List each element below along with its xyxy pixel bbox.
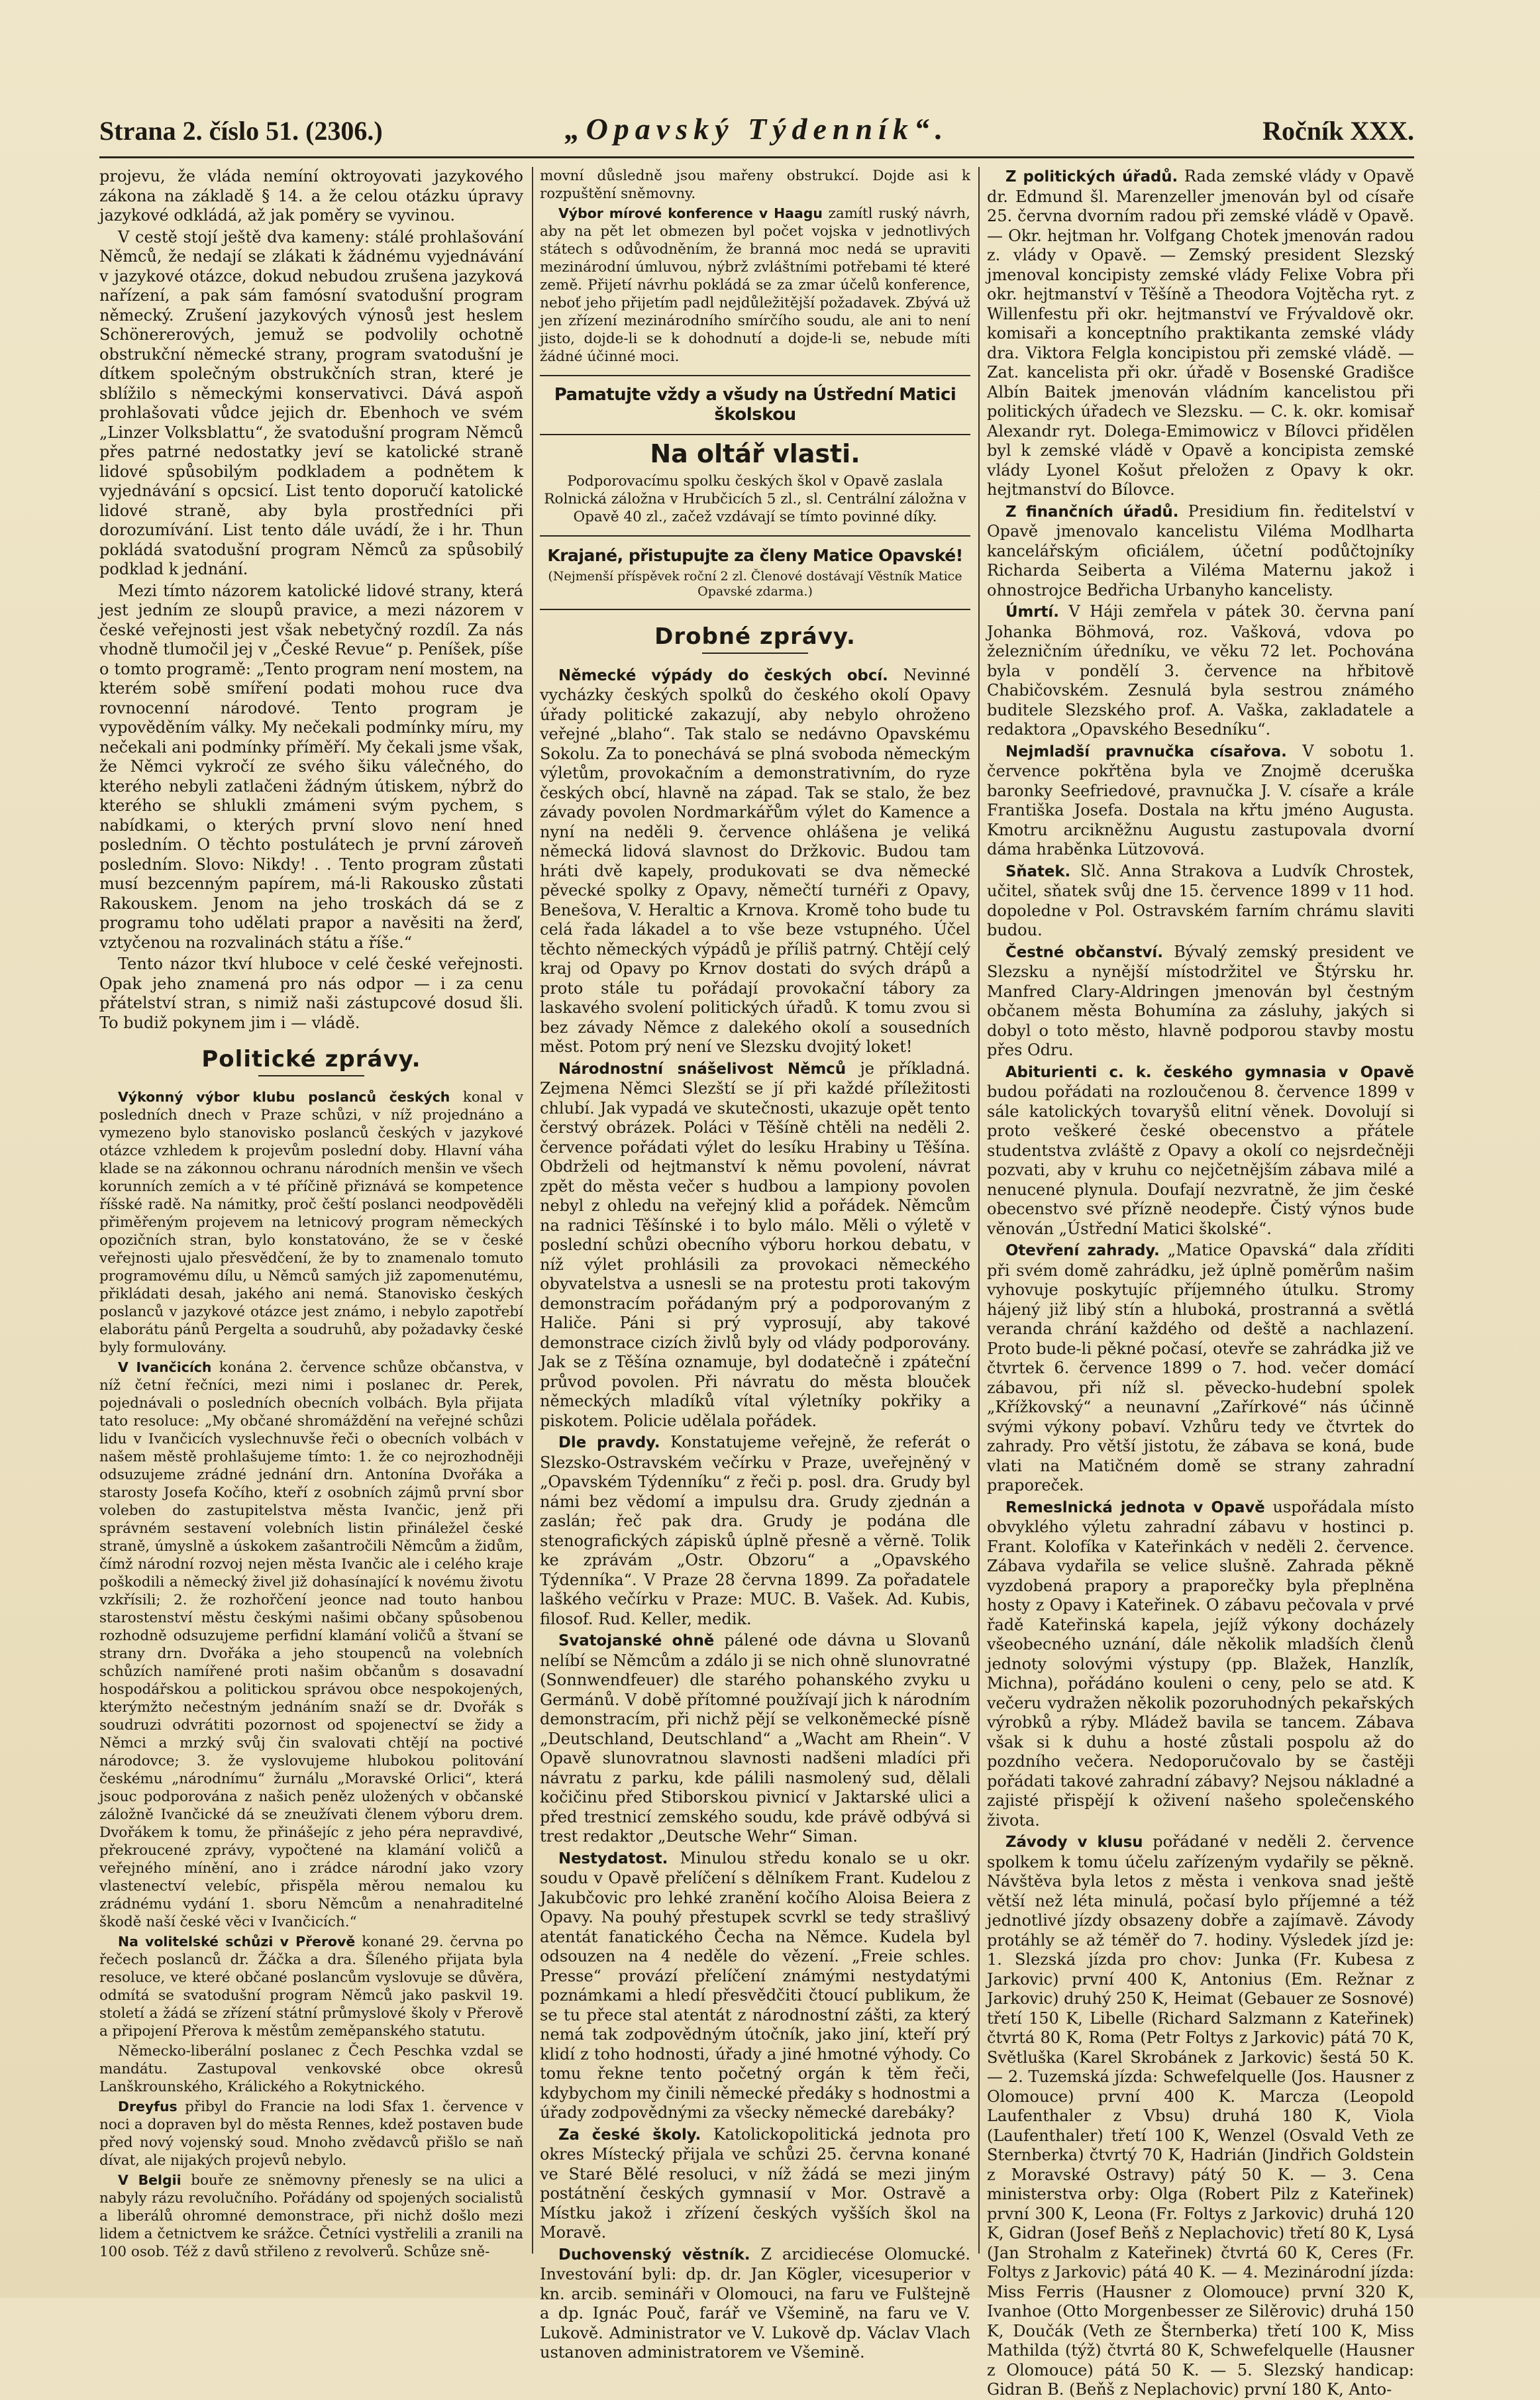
news-item: Výkonný výbor klubu poslanců českých konal v posledních dnech v Praze schůzi, v níž projednáno a vymezeno bylo stanovisko poslanců českých v jazykové otázce vzhledem k projevům poslední doby. Hlavní váha klade se na zákonnou ochranu národních menšin ve všech korunních zemích a v té příčině přiznává se kompetence říšské radě. Na námitky, proč čeští poslanci neodpověděli přiměřeným projevem na letnicový program německých opozičních stran, bylo konstatováno, že se v české veřejnosti ujalo přesvědčení, že by to znamenalo tomuto programovému dílu, u Němců samých již zapomenutému, přikládati desah, jakého ani nemá. Stanovisko českých poslanců v jazykové otázce jest známo, i nebylo zapotřebí elaborátu pánů Pergelta a soudruhů, aby požadavky české byly formulovány. xyxy=(99,1088,523,1356)
paragraph: Mezi tímto názorem katolické lidové strany, která jest jedním ze sloupů pravice, a mezi názorem v české veřejnosti jest však nebetyčný rozdíl. Za nás vhodně tlumočil jej v „České Revue“ p. Peníšek, píše o tomto programě: „Tento program není mostem, na kterém sobě smíření podati mohou ruce dva rovnocenní národové. Tento program je vypověděním války. My nečekali podmínky míru, my nečekali ani podmínky příměří. My čekali jsme však, že Němci vykročí ze svého šiku válečného, do kterého nebyli zatlačeni žádným útiskem, nýbrž do kterého se shlukli zmámeni svým pychem, s nabídkami, o kterých první slovo není hned posledním. O těchto postulátech je první zároveň posledním. Slovo: Nikdy! . . Tento program zůstati musí bezcenným papírem, má-li Rakousko zůstati Rakouskem. Jenom na jeho troskách dá se z programu toho udělati prapor a navěsiti na žerď, vztyčenou na rozvalinách státu a říše.“ xyxy=(99,581,523,952)
news-item: Sňatek. Slč. Anna Strakova a Ludvík Chrostek, učitel, sňatek svůj dne 15. července 1899 v 11 hod. dopoledne v Pol. Ostravském farním chrámu slaviti budou. xyxy=(987,861,1414,939)
paragraph: V cestě stojí ještě dva kameny: stálé prohlašování Němců, že nedají se zlákati k žádnému vyjednávání v jazykové otázce, dokud nebudou zrušena jazyková nařízení, a pak sám famósní svatodušní program německý. Zrušení jazykových výnosů jest heslem Schönererových, jemuž se podvolily ochotně obstrukční německé strany, program svatodušní je dítkem společným obstrukčních stran, které je sblížilo s německými konservativci. Dává aspoň prohlašovati vůdce jejich dr. Ebenhoch ve svém „Linzer Volksblattu“, že svatodušní program Němců přes patrné nedostatky jeví se katolické straně lidové spůsobilým podkladem a podnětem k vyjednávání s opcsicí. List tento doporučí katolické lidové straně, aby byla prostředníci při dorozumívání. List tento dále uvádí, že i hr. Thun pokládá svatodušní program Němců za spůsobilý podklad k jednání. xyxy=(99,227,523,578)
news-item: Na volitelské schůzi v Přerově konané 29. června po řečech poslanců dr. Žáčka a dra. Šíleného přijata byla resoluce, ve které občané poslancům vyslovuje se důvěra, odmítá se svatodušní program Němců jako paskvil 19. století a žádá se zřízení státní průmyslové školy v Přerově a připojení Přerova k městům zeměpanského statutu. xyxy=(99,1933,524,2040)
news-item: Remeslnická jednota v Opavě uspořádala místo obvyklého výletu zahradní zábavu v hostinci p. Frant. Kolofíka v Kateřinkách v neděli 2. července. Zábava vydařila se velice slušně. Zahrada pěkně vyzdobená prapory a praporečky byla přeplněna hosty z Opavy i Kateřinek. O zábavu pečovala v prvé řadě Kateřinská kapela, jejíž výkony docházely všeobecného uznání, dále několik mladších členů jednoty solovými výstupy (pp. Blažek, Hanzlík, Michna), pořádáno kouleni o ceny, pelo se atd. K večeru vydražen několik pozoruhodných pekařských výrobků a rýby. Mládež bavila se tancem. Zábava však si k duhu a hosté zůstali pospolu až do pozdního večera. Nedoporučovalo by se častěji pořádati takové zahradní zábavy? Nejsou nákladné a zajisté přispějí k oživení našeho společenského života. xyxy=(987,1497,1414,1830)
news-item: Nejmladší pravnučka císařova. V sobotu 1. července pokřtěna byla ve Znojmě dceruška baronky Seefriedové, pravnučka J. V. císaře a krále Františka Josefa. Dostala na křtu jméno Augusta. Kmotru arcikněžnu Augustu zastupovala dvorní dáma hraběnka Lützovová. xyxy=(987,741,1415,859)
news-item: Duchovenský věstník. Z arcidiecése Olomucké. Investování byli: dp. dr. Jan Kögler, vicesuperior v kn. arcib. semináři v Olomouci, na faru ve Fulštejně a dp. Ignác Pouč, farář ve Všemině, na faru ve V. Lukově. Administrator ve V. Lukově dp. Václav Vlach ustanoven administratorem ve Všemině. xyxy=(540,2244,970,2362)
section-heading: Drobné zprávy. xyxy=(540,627,970,654)
section-heading: Politické zprávy. xyxy=(99,1050,523,1076)
news-item: V Belgii bouře ze sněmovny přenesly se na ulici a nabyly rázu revolučního. Pořádány od spojených socialistů a liberálů ohromné demonstrace, při nichž došlo mezi lidem a četnictvem ke srážce. Četníci vystřelili a zranili na 100 osob. Též z davů střileno z revolverů. Schůze sně- xyxy=(99,2171,523,2260)
column-divider xyxy=(978,167,980,2254)
column-1 xyxy=(99,167,523,2260)
news-item: V Ivančicích konána 2. července schůze občanstva, v níž četní řečníci, mezi nimi i poslanec dr. Perek, pojednávali o posledních obecních volbách. Byla přijata tato resoluce: „My občané shromáždění na veřejné schůzi lidu v Ivančicích vyslechnuvše řeči o obecních volbách v našem městě prohlašujeme tímto: 1. že co nejrozhodněji odsuzujeme zrádné jednání drn. Antonína Dvořáka a starosty Josefa Kočího, kteří z osobních zájmů první sbor voleben do zastupitelstva města Ivančic, jenž při správném sestavení volebních listin přináležel české straně, úmyslně a úskokem zašantročili Němcům a židům, čímž národní rozvoj nejen města Ivančic ale i celého kraje poškodili a německý živel již dohasínající k novému životu vzkřísili; 2. že rozhořčení jeonce nad touto hanbou starostenství městu českými našimi občany spůsobenou rozhodně odsuzujeme perfidní klamání voličů a štvaní se strany drn. Dvořáka a jeho stoupenců na volebních schůzích namířené proti našim občanům s dosavadní hospodářskou a politickou správou obce nespokojených, kterýmžto nečestným jednáním snaží se dr. Dvořák s soudruzi odvrátiti pozornost od spojenectví se židy a Němci a mrzký svůj čin svalovati chtějí na poctivé národovce; 3. že vyslovujeme hlubokou politování českému „národnímu“ žurnálu „Moravské Orlici“, která jsouc podporována z našich peněz uložených v občanské záložně Ivančické dá se zneužívati členem výboru drem. Dvořákem k tomu, že přinášejíc z jeho péra nepravdivé, překroucené zprávy, vypočtené na klamání voličů a veřejného mínění, ano i zrádce národní jako vzory vlastenectví velebíc, přispěla měrou nemalou ku zrádnému vydání 1. sboru Němcům a nenahraditelné škodě naší české věci v Ivančicích.“ xyxy=(99,1359,523,1930)
page-number: Strana 2. číslo 51. (2306.) xyxy=(99,116,383,146)
news-item: Za české školy. Katolickopolitická jednota pro okres Místecký přijala ve schůzi 25. června konané ve Staré Bělé resoluci, v níž žádá se mezi jiným postátnění českých gymnasií v Mor. Ostravě a Místku jakož i zřízení českých vyšších škol na Moravě. xyxy=(540,2124,970,2242)
news-item: Úmrtí. V Háji zemřela v pátek 30. června paní Johanka Böhmová, roz. Vašková, vdova po železničním úředníku, ve věku 72 let. Pochována byla v pondělí 3. července na hřbitově Chabičovském. Zesnulá byla sestrou známého buditele Slezského prof. A. Vaška, zakladatele a redaktora „Opavského Besedníku“. xyxy=(987,602,1414,739)
rule xyxy=(540,609,970,610)
news-item: Národnostní snášelivost Němců je příkladná. Zejmena Němci Slezští se jí při každé příležitosti chlubí. Jak vypadá ve skutečnosti, ukazuje opět tento čerstvý obrázek. Poláci v Těšíně chtěli na neděli 2. července pořádati výlet do lesíku Hrabiny u Těšína. Obdrželi od hejtmanství k němu povolení, návrat zpět do města večer s hudbou a lampiony povolen nebyl z ohledu na veřejný klid a pořádek. Němcům na radnici Těšínské i to bylo málo. Měli o výletě v poslední schůzi obecního výboru horkou debatu, v níž výlet prohlásili za provokaci německého obyvatelstva a usnesli se na protestu proti takovým demonstracím pořádaným prý a podporovaným z Haliče. Páni si prý vyprosují, aby takové demonstrace cizích živlů byly od vlády podporovány. Jak se z Těšína oznamuje, byl dodatečně i zpáteční průvod povolen. Při návratu do města blouček německých mladíků vítal výletníky pokřiky a piskotem. Policie udělala pořádek. xyxy=(540,1059,970,1430)
news-item: Čestné občanství. Bývalý zemský president ve Slezsku a nynější místodržitel ve Štýrsku hr. Manfred Clary-Aldringen jmenován byl čestným občanem města Bohumína za zásluhy, jakých si dobyl o toto město, hlavně podporou stavby mostu přes Odru. xyxy=(987,942,1414,1059)
donations-text: Podporovacímu spolku českých škol v Opavě zaslala Rolnická záložna v Hrubčicích 5 zl., sl. Centrální záložna v Opavě 40 zl., začež vzdávají se tímto povinné díky. xyxy=(544,472,966,525)
membership-banner: Krajané, přistupujte za členy Matice Opavské! xyxy=(547,545,963,565)
column-divider xyxy=(532,167,533,2254)
column-2 xyxy=(540,167,970,2362)
news-item: Svatojanské ohně pálené ode dávna u Slovanů nelíbí se Němcům a zdálo ji se nich ohně slunovratné (Sonnwendfeuer) dle starého pohanského zvyku u Germánů. V době přítomné používají jich k národním demonstracím, při nichž pějí se velkoněmecké písně „Deutschland, Deutschland“ a „Wacht am Rhein“. V Opavě slunovratnou slavnosti nadšeni mladíci při návratu z parku, kde pálili nasmolený sud, dělali kočičinu před Stiborskou pivnicí v Jaktarské ulici a před trestnicí zemského soudu, kde právě odbývá si trest redaktor „Deutsche Wehr“ Siman. xyxy=(540,1631,970,1846)
column-3 xyxy=(987,167,1415,2399)
news-item: Německé výpády do českých obcí. Nevinné vycházky českých spolků do českého okolí Opavy úřady politické zakazují, aby nebylo ohroženo veřejné „blaho“. Tak stalo se nedávno Opavskému Sokolu. Za to ponechává se plná svoboda německým výletům, provokačním a demonstrativním, do ryze českých obcí, hlavně na západ. Tak se stalo, že bez závady povolen Nordmarkářům výlet do Kamence a nyní na neděli 9. července ohlášena je veliká německá lidová slavnost do Držkovic. Budou tam hráti dvě kapely, produkovati se dva německé pěvecké spolky z Opavy, němečtí turnéři z Opavy, Benešova, V. Heraltic a Krnova. Kromě toho bude tu celá řada lákadel a to vše beze vstupného. Účel těchto německých výpádů je příliš patrný. Chtějí celý kraj od Opavy po Krnov dostati do svých drápů a proto stále tu pořádají provokační tábory za laskavého svolení politických úřadů. K tomu zvou si bez závady Němce z dalekého okolí a sousedních měst. Potom prý není ve Slezsku dvojitý loket! xyxy=(540,665,970,1056)
masthead-title: „Opavský Týdenník“. xyxy=(564,112,949,146)
header-rule xyxy=(99,156,1414,158)
paragraph: Tento názor tkví hluboce v celé české veřejnosti. Opak jeho znamená pro nás odpor — i za cenu přátelství stran, s nimiž naši zástupcové dosud šli. To budiž pokynem jim i — vládě. xyxy=(99,955,523,1032)
news-item: Dreyfus přibyl do Francie na lodi Sfax 1. července v noci a dopraven byl do města Rennes, kdež postaven bude před nový vojenský soud. Mnoho zvědavců přišlo se naň dívat, ale nijakých projevů nebylo. xyxy=(99,2098,523,2169)
rule xyxy=(540,535,970,537)
page-header xyxy=(99,111,1414,151)
matice-banner: Pamatujte vždy a všudy na Ústřední Matici školskou xyxy=(554,385,956,425)
news-item: Z politických úřadů. Rada zemské vlády v Opavě dr. Edmund šl. Marenzeller jmenován byl od císaře 25. června dvorním radou při zemské vládě v Opavě. — Okr. hejtman hr. Volfgang Chotek jmenován radou z. vlády v Opavě. — Zemský president Slezský jmenoval koncipisty zemské vlády Felixe Vobra při okr. hejtmanství v Těšíně a Theodora Vojtěcha ryt. z Willenfestu při okr. hejtmanství ve Frývaldově okr. komisaři a konceptního praktikanta zemské vlády dra. Viktora Felgla koncipistou při zemské vládě. — Zat. kancelista při okr. úřadě v Bosenské Gradišce Albín Baitek jmenován vládním kancelistou při politických úřadech ve Slezsku. — C. k. okr. komisař Alexandr ryt. Dolega-Emimowicz v Bílovci přidělen byl k zemské vládě v Opavě a koncipista zemské vlády Lyonel Košut přeložen z Opavy k okr. hejtmanství do Bílovce. xyxy=(987,167,1414,499)
news-item: Abiturienti c. k. českého gymnasia v Opavě budou pořádati na rozloučenou 8. července 1899 v sále katolických tovaryšů elitní věnek. Dovolují si proto veškeré české obecenstvo a přátele studentstva zvláště z Opavy a okolí co nejsrdečněji pozvati, aby v kruhu co nejčetnějším zábava milé a nenucené plynula. Doufají nezvratně, že jim české obecenstvo své přízně neodepře. Čistý výnos bude věnován „Ústřední Matici školské“. xyxy=(987,1063,1414,1238)
membership-note: (Nejmenší příspěvek roční 2 zl. Členové dostávají Věstník Matice Opavské zdarma.) xyxy=(548,569,962,599)
rule xyxy=(540,375,970,376)
news-item: Dle pravdy. Konstatujeme veřejně, že referát o Slezsko-Ostravském večírku v Praze, uveřejněný v „Opavském Týdenníku“ z řeči p. posl. dra. Grudy byl námi bez vědomí a impulsu dra. Grudy zjednán a zaslán; řeč pak dra. Grudy je podána dle stenografických zápisků úplně přesně a věrně. Tolik ke zprávám „Ostr. Obzoru“ a „Opavského Týdenníka“. V Praze 28 června 1899. Za pořadatele laškého večírku v Praze: MUC. B. Vašek. Ad. Kubis, filosof. Rud. Keller, medik. xyxy=(540,1433,970,1628)
news-item: Výbor mírové konference v Haagu zamítl ruský návrh, aby na pět let obmezen byl počet vojska v jednotlivých státech s odůvodněním, že branná moc nedá se upraviti mezinárodní úmluvou, nýbrž zvláštními potřebami té které země. Přijetí návrhu pokládá se za zmar účelů konference, neboť jeho přijetím padl nejdůležitější požadavek. Zbývá už jen zřízení mezinárodního smírčího soudu, ale ani to není jisto, dojde-li se k dohodnutí a dojde-li se, nebude míti žádné účinné moci. xyxy=(540,205,970,365)
news-item: Německo-liberální poslanec z Čech Peschka vzdal se mandátu. Zastupoval venkovské obce okresů Lanškrounského, Králického a Rokytnického. xyxy=(99,2042,523,2095)
news-item: Z finančních úřadů. Presidium fin. ředitelství v Opavě jmenovalo kancelistu Viléma Modlharta kancelářským oficiálem, účetní podůčtojníky Richarda Seiberta a Viléma Maternu jakož i ohnostrojce Bedřicha Urbanyho kancelisty. xyxy=(987,501,1415,600)
news-item: Závody v klusu pořádané v neděli 2. července spolkem k tomu účelu zařízeným vydařily se pěkně. Návštěva byla letos z města i venkova snad ještě větší než léta minulá, počasí bylo příjemné a též jednotlivé jízdy obsazeny dobře a zajímavě. Závody protáhly se až téměř do 7. hodiny. Výsledek jízd je: 1. Slezská jízda pro chov: Junka (Fr. Kubesa z Jarkovic) první 400 K, Antonius (Em. Režnar z Jarkovic) druhý 250 K, Heimat (Gebauer ze Sosnové) třetí 150 K, Libelle (Richard Salzmann z Kateřinek) čtvrtá 80 K, Roma (Petr Foltys z Jarkovic) pátá 70 K, Světluška (Karel Skrobánek z Jarkovic) šestá 50 K. — 2. Tuzemská jízda: Schwefelquelle (Jos. Hausner z Olomouce) první 400 K. Marcza (Leopold Laufenthaler z Vbsu) druhá 180 K, Viola (Laufenthaler) třetí 100 K, Wenzel (Osvald Veth ze Sternberka) čtvrtý 70 K, Hadrián (Jindřich Goldstein z Moravské Ostravy) pátý 50 K. — 3. Cena ministerstva orby: Olga (Robert Pilz z Kateřinek) první 300 K, Leona (Fr. Foltys z Jarkovic) druhá 120 K, Gidran (Josef Beňš z Neplachovic) třetí 80 K, Lysá (Jan Strohalm z Kateřinek) čtvrtá 60 K, Ceres (Fr. Foltys z Jarkovic) pátá 40 K. — 4. Mezinárodní jízda: Miss Ferris (Hausner z Olomouce) první 320 K, Ivanhoe (Otto Morgenbesser ze Silěrovic) druhá 150 K, Doučák (Veth ze Šternberka) třetí 100 K, Miss Mathilda (týž) čtvrtá 80 K, Schwefelquelle (Hausner z Olomouce) pátá 50 K. — 5. Slezský handicap: Gidran B. (Beňš z Neplachovic) první 180 K, Anto- xyxy=(987,1832,1414,2399)
news-item: Nestydatost. Minulou středu konalo se u okr. soudu v Opavě přelíčení s dělníkem Frant. Kudelou z Jakubčovic pro lehké zranění kočího Aloisa Beiera z Opavy. Na pouhý přestupek scvrkl se tedy strašlivý atentát fanatického Čecha na Němce. Kudela byl odsouzen na 4 neděle do vězení. „Freie schles. Presse“ provází přelíčení známými nestydatými poznámkami a hledí přesvědčiti čtoucí publikum, že se tu přece stal atentát z národnostní zášti, za který nemá tak zodpovědným útočník, jako jiní, kteří prý klidí z toho hodnosti, úřady a jiné hmotné výhody. Co tomu řekne tento početný orgán k těm řeči, kdybychom my činili německé předáky s hodnostmi a úřady zodpovědnými za všecky německé darebáky? xyxy=(540,1848,970,2122)
paragraph: movní důsledně jsou mařeny obstrukcí. Dojde asi k rozpuštění sněmovny. xyxy=(540,168,970,202)
donations-heading: Na oltář vlasti. xyxy=(650,439,860,468)
volume-number: Ročník XXX. xyxy=(1262,116,1414,146)
rule xyxy=(540,434,970,435)
news-item: Otevření zahrady. „Matice Opavská“ dala zříditi při svém domě zahrádku, jež úplně poměrům našim vyhovuje poskytujíc příjemného útulku. Stromy hájený již libý stín a hluboká, prostranná a světlá veranda chrání každého od deště a nachlazení. Proto bude-li pěkné počasí, otevře se zahrádka již ve čtvrtek 6. července 1899 o 7. hod. večer domácí zábavou, při níž sl. pěvecko-hudební spolek „Křížkovský“ a neunavní „Zařírkové“ nás účinně svými výkony pobaví. Vzhůru tedy ve čtvrtek do zahrady. Pro větší jistotu, že zábava se koná, bude vlati na Matičném domě se strany zahradní praporeček. xyxy=(987,1241,1414,1494)
paragraph: projevu, že vláda nemíní oktroyovati jazykového zákona na základě § 14. a že celou otázku úpravy jazykové odkládá, až jak poměry se vyvinou. xyxy=(99,167,523,225)
